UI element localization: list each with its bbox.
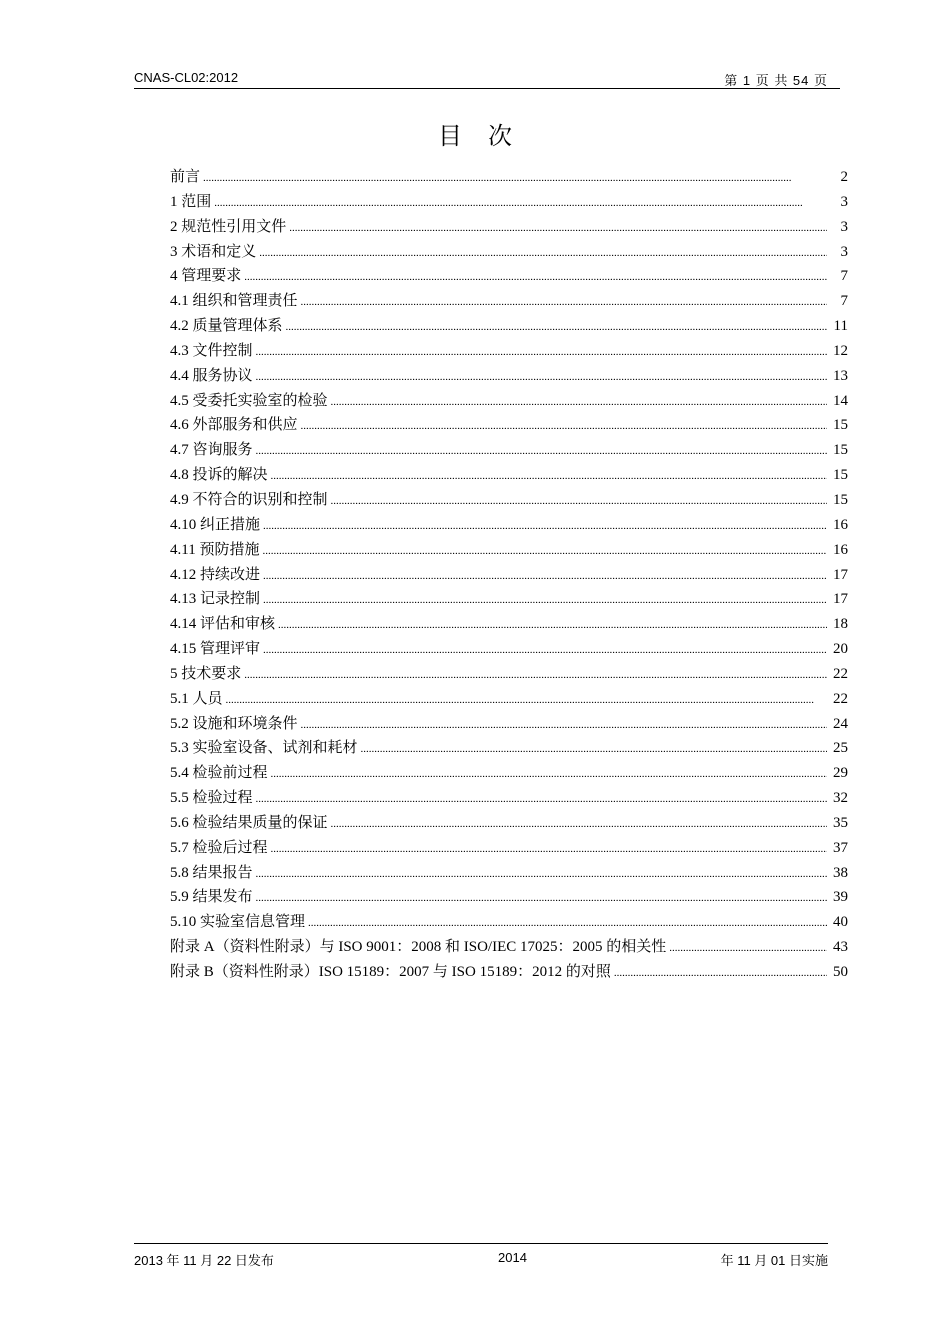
toc-entry-label: 4.3 文件控制 [170, 342, 253, 359]
toc-dot-leader [331, 390, 827, 413]
toc-entry-page: 18 [833, 616, 848, 633]
toc-entry[interactable] [170, 588, 848, 613]
toc-dot-leader [301, 713, 827, 736]
toc-entry-page: 20 [833, 641, 848, 658]
toc-entry-label: 4.8 投诉的解决 [170, 467, 268, 484]
toc-entry-page: 22 [833, 665, 848, 682]
toc-entry-label: 5.4 检验前过程 [170, 765, 268, 782]
toc-entry-label: 4.10 纠正措施 [170, 516, 261, 533]
toc-entry[interactable] [170, 489, 848, 514]
toc-entry[interactable] [170, 539, 848, 564]
toc-entry[interactable] [170, 216, 848, 241]
page-header [134, 66, 840, 89]
toc-entry[interactable] [170, 340, 848, 365]
toc-entry-page: 14 [833, 392, 848, 409]
toc-dot-leader [256, 787, 827, 810]
toc-dot-leader [331, 489, 827, 512]
toc-entry-page: 7 [840, 268, 848, 285]
toc-dot-leader [263, 588, 827, 611]
toc-entry-page: 15 [833, 442, 848, 459]
toc-entry[interactable] [170, 886, 848, 911]
toc-entry-page: 16 [833, 541, 848, 558]
toc-dot-leader [244, 663, 827, 686]
toc-entry[interactable] [170, 241, 848, 266]
toc-entry-label: 4 管理要求 [170, 268, 242, 285]
toc-entry[interactable] [170, 862, 848, 887]
toc-entry-page: 7 [840, 293, 848, 310]
toc-dot-leader [259, 241, 827, 264]
toc-entry-page: 2 [840, 169, 848, 185]
toc-dot-leader [289, 216, 827, 239]
toc-entry-page: 38 [833, 864, 848, 881]
release-date: 2013 年 11 月 22 日发布 [134, 1253, 274, 1268]
toc-entry[interactable] [170, 464, 848, 489]
document-code: CNAS-CL02:2012 [134, 70, 239, 85]
toc-entry[interactable] [170, 315, 848, 340]
toc-dot-leader [286, 315, 827, 338]
toc-entry-label: 5.8 结果报告 [170, 864, 253, 881]
toc-entry[interactable] [170, 837, 848, 862]
toc-entry[interactable] [170, 961, 848, 986]
toc-dot-leader [301, 414, 827, 437]
toc-entry-label: 4.9 不符合的识别和控制 [170, 491, 328, 508]
toc-entry[interactable] [170, 390, 848, 415]
toc-entry-label: 2 规范性引用文件 [170, 218, 287, 235]
toc-entry-page: 15 [833, 491, 848, 508]
toc-entry[interactable] [170, 812, 848, 837]
toc-entry-label: 4.4 服务协议 [170, 367, 253, 384]
toc-entry-label: 4.15 管理评审 [170, 641, 261, 658]
toc-entry[interactable] [170, 365, 848, 390]
toc-entry-page: 50 [833, 964, 848, 980]
toc-dot-leader [271, 464, 827, 487]
toc-entry[interactable] [170, 439, 848, 464]
toc-entry-label: 3 术语和定义 [170, 243, 257, 260]
toc-dot-leader [262, 539, 827, 562]
toc-entry-page: 12 [833, 342, 848, 359]
toc-entry[interactable] [170, 787, 848, 812]
toc-dot-leader [278, 613, 827, 636]
toc-entry[interactable] [170, 638, 848, 663]
toc-entry-page: 3 [840, 193, 848, 210]
toc-entry-label: 4.13 记录控制 [170, 591, 261, 608]
toc-dot-leader [271, 837, 827, 860]
toc-entry-label: 4.1 组织和管理责任 [170, 293, 298, 310]
toc-dot-leader [203, 166, 827, 189]
toc-dot-leader [263, 564, 827, 587]
toc-dot-leader [214, 191, 827, 214]
toc-entry-page: 15 [833, 467, 848, 484]
toc-entry-page: 16 [833, 516, 848, 533]
toc-dot-leader [614, 961, 827, 984]
toc-entry[interactable] [170, 762, 848, 787]
toc-entry-page: 13 [833, 367, 848, 384]
toc-entry-label: 5.2 设施和环境条件 [170, 715, 298, 732]
toc-entry-label: 4.14 评估和审核 [170, 616, 276, 633]
toc-entry[interactable] [170, 564, 848, 589]
toc-entry-page: 3 [840, 218, 848, 235]
footer-year: 2014 [498, 1250, 527, 1265]
toc-entry[interactable] [170, 663, 848, 688]
page-info: 第 1 页 共 54 页 [724, 73, 828, 88]
toc-entry-page: 39 [833, 889, 848, 906]
toc-dot-leader [256, 340, 827, 363]
toc-entry[interactable] [170, 613, 848, 638]
toc-entry-label: 5.9 结果发布 [170, 889, 253, 906]
toc-entry-label: 附录 A（资料性附录）与 ISO 9001：2008 和 ISO/IEC 17025：2005 的相关性 [170, 939, 667, 956]
toc-entry[interactable] [170, 290, 848, 315]
toc-dot-leader [263, 514, 827, 537]
toc-dot-leader [256, 365, 827, 388]
toc-entry[interactable] [170, 688, 848, 713]
toc-entry-page: 3 [840, 243, 848, 260]
toc-entry[interactable] [170, 191, 848, 216]
toc-entry[interactable] [170, 514, 848, 539]
toc-dot-leader [669, 936, 827, 959]
toc-dot-leader [256, 886, 827, 909]
toc-dot-leader [308, 911, 827, 934]
toc-entry-label: 5.10 实验室信息管理 [170, 914, 306, 931]
toc-entry-label: 1 范围 [170, 193, 212, 210]
toc-entry-page: 40 [833, 914, 848, 931]
toc-dot-leader [263, 638, 827, 661]
toc-entry-page: 32 [833, 790, 848, 807]
toc-entry[interactable] [170, 936, 848, 961]
toc-entry-page: 35 [833, 814, 848, 831]
toc-dot-leader [244, 265, 827, 288]
toc-entry-label: 5 技术要求 [170, 665, 242, 682]
toc-dot-leader [256, 439, 827, 462]
toc-entry[interactable] [170, 265, 848, 290]
toc-dot-leader [331, 812, 827, 835]
toc-dot-leader [256, 862, 827, 885]
toc-entry-label: 5.3 实验室设备、试剂和耗材 [170, 740, 358, 757]
toc-entry[interactable] [170, 414, 848, 439]
page-footer [134, 1243, 828, 1268]
toc-entry[interactable] [170, 737, 848, 762]
toc-entry-label: 4.5 受委托实验室的检验 [170, 392, 328, 409]
toc-entry-label: 4.7 咨询服务 [170, 442, 253, 459]
toc-entry-page: 17 [833, 566, 848, 583]
toc-entry-page: 17 [833, 591, 848, 608]
toc-dot-leader [301, 290, 827, 313]
toc-dot-leader [226, 688, 827, 711]
toc-entry-label: 5.5 检验过程 [170, 790, 253, 807]
toc-entry-label: 5.7 检验后过程 [170, 839, 268, 856]
toc-entry-page: 43 [833, 939, 848, 956]
toc-dot-leader [361, 737, 827, 760]
table-of-contents [170, 166, 848, 986]
toc-entry-page: 37 [833, 839, 848, 856]
effective-date: 年 11 月 01 日实施 [720, 1253, 828, 1268]
toc-entry-page: 11 [833, 318, 848, 335]
page-title: 目次 [438, 122, 538, 150]
toc-entry[interactable] [170, 911, 848, 936]
toc-entry-label: 5.1 人员 [170, 690, 223, 707]
toc-entry-label: 附录 B（资料性附录）ISO 15189：2007 与 ISO 15189：2012 的对照 [170, 964, 611, 980]
toc-entry-label: 4.12 持续改进 [170, 566, 261, 583]
toc-entry[interactable] [170, 166, 848, 191]
toc-entry[interactable] [170, 713, 848, 738]
toc-entry-page: 25 [833, 740, 848, 757]
toc-entry-page: 22 [833, 690, 848, 707]
toc-dot-leader [271, 762, 827, 785]
toc-entry-page: 29 [833, 765, 848, 782]
toc-entry-page: 15 [833, 417, 848, 434]
toc-entry-label: 4.6 外部服务和供应 [170, 417, 298, 434]
toc-entry-label: 5.6 检验结果质量的保证 [170, 814, 328, 831]
toc-entry-label: 4.2 质量管理体系 [170, 318, 283, 335]
toc-entry-page: 24 [833, 715, 848, 732]
toc-entry-label: 前言 [170, 169, 201, 185]
toc-entry-label: 4.11 预防措施 [170, 541, 260, 558]
